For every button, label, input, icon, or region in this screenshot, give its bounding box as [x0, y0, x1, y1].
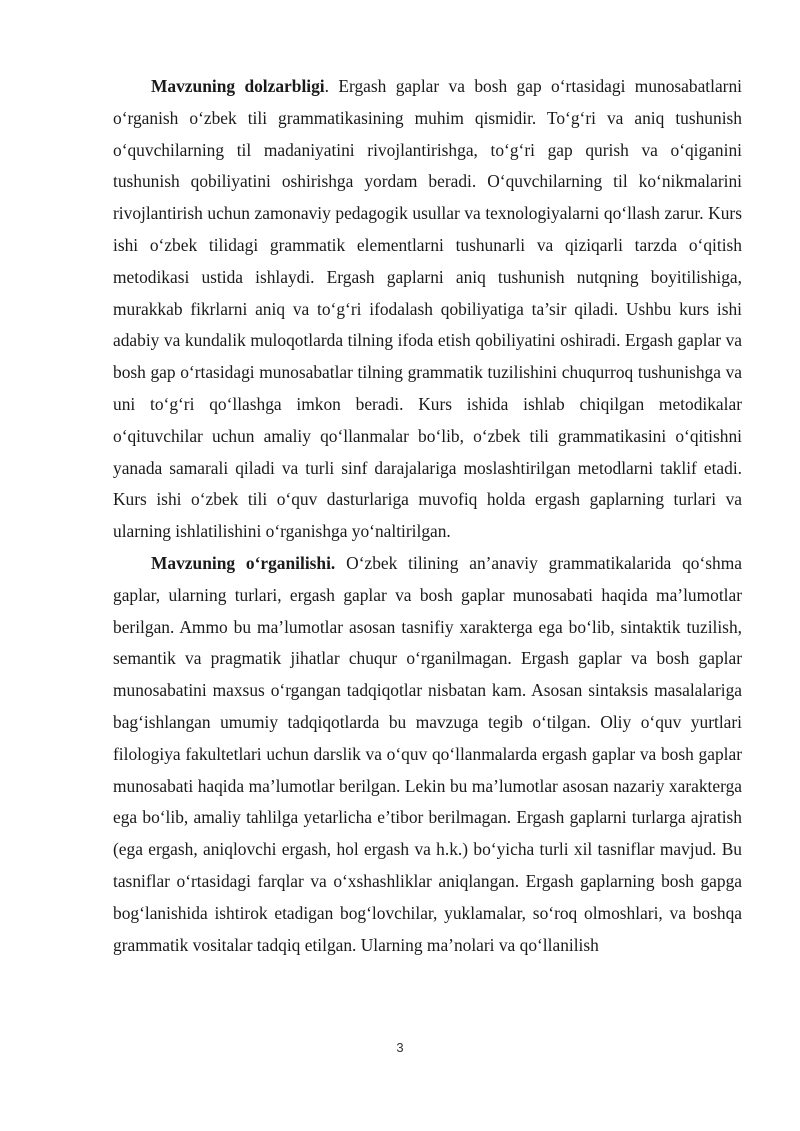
paragraph-text-study-extent: O‘zbek tilining an’anaviy grammatikalarida qo‘shma gaplar, ularning turlari, ergash gaplar va bosh gaplar munosabati haqida ma’lumotlar berilgan. Ammo bu ma’lumotlar asosan tasnifiy xarakterga ega bo‘lib, sintaktik tuzilish, semantik va pragmatik jihatlar chuqur o‘rganilmagan. Ergash gaplar va bosh gaplar munosabatini maxsus o‘rgangan tadqiqotlar nisbatan kam. Asosan sintaksis masalalariga bag‘ishlangan umumiy tadqiqotlarda bu mavzuga tegib o‘tilgan. Oliy o‘quv yurtlari filologiya fakultetlari uchun darslik va o‘quv qo‘llanmalarda ergash gaplar va bosh gaplar munosabati haqida ma’lumotlar berilgan. Lekin bu ma’lumotlar asosan nazariy xarakterga ega bo‘lib, amaliy tahlilga yetarlicha e’tibor berilmagan. Ergash gaplarni turlarga ajratish (ega ergash, aniqlovchi ergash, hol ergash va h.k.) bo‘yicha turli xil tasniflar mavjud. Bu tasniflar o‘rtasidagi farqlar va o‘xshashliklar aniqlangan. Ergash gaplarning bosh gapga bog‘lanishida ishtirok etadigan bog‘lovchilar, yuklamalar, so‘roq olmoshlari, va boshqa grammatik vositalar tadqiq etilgan. Ularning ma’nolari va qo‘llanilish — [113, 552, 743, 955]
paragraph-text-relevance: . Ergash gaplar va bosh gap o‘rtasidagi munosabatlarni o‘rganish o‘zbek tili grammatikasining muhim qismidir. To‘g‘ri va aniq tushunish o‘quvchilarning til madaniyatini rivojlantirishga, to‘g‘ri gap qurish va o‘qiganini tushunish qobiliyatini oshirishga yordam beradi. O‘quvchilarning til ko‘nikmalarini rivojlantirish uchun zamonaviy pedagogik usullar va texnologiyalarni qo‘llash zarur. Kurs ishi o‘zbek tilidagi grammatik elementlarni tushunarli va qiziqarli tarzda o‘qitish metodikasi ustida ishlaydi. Ergash gaplarni aniq tushunish nutqning boyitilishiga, murakkab fikrlarni aniq va to‘g‘ri ifodalash qobiliyatiga ta’sir qiladi. Ushbu kurs ishi adabiy va kundalik muloqotlarda tilning ifoda etish qobiliyatini oshiradi. Ergash gaplar va bosh gap o‘rtasidagi munosabatlar tilning grammatik tuzilishini chuqurroq tushunishga va uni to‘g‘ri qo‘llashga imkon beradi. Kurs ishida ishlab chiqilgan metodikalar o‘qituvchilar uchun amaliy qo‘llanmalar bo‘lib, o‘zbek tili grammatikasini o‘qitishni yanada samarali qiladi va turli sinf darajalariga moslashtirilgan metodlarni taklif etadi. Kurs ishi o‘zbek tili o‘quv dasturlariga muvofiq holda ergash gaplarning turlari va ularning ishlatilishini o‘rganishga yo‘naltirilgan. — [113, 76, 743, 542]
page-body — [113, 71, 742, 961]
paragraph-heading-relevance: Mavzuning dolzarbligi — [151, 76, 325, 96]
paragraph-relevance — [113, 71, 742, 548]
paragraph-study-extent — [113, 548, 742, 961]
paragraph-heading-study-extent: Mavzuning o‘rganilishi. — [151, 552, 336, 573]
page-number: 3 — [396, 1040, 404, 1055]
